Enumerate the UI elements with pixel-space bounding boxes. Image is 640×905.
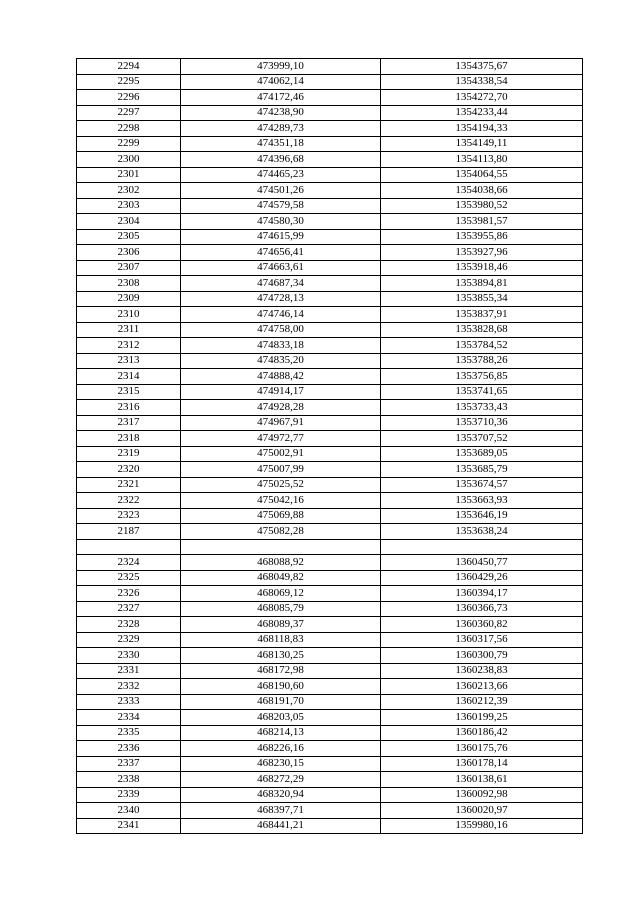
point-number-cell: 2328	[77, 617, 181, 633]
x-coordinate-cell: 468069,12	[181, 586, 381, 602]
table-row	[77, 818, 583, 834]
point-number-cell: 2323	[77, 508, 181, 524]
x-coordinate-cell: 474062,14	[181, 74, 381, 90]
point-number-cell: 2320	[77, 462, 181, 478]
table-row	[77, 725, 583, 741]
table-row	[77, 307, 583, 323]
point-number-cell: 2332	[77, 679, 181, 695]
table-row	[77, 539, 583, 555]
table-row	[77, 260, 583, 276]
x-coordinate-cell: 468190,60	[181, 679, 381, 695]
table-row	[77, 74, 583, 90]
y-coordinate-cell: 1360238,83	[381, 663, 583, 679]
x-coordinate-cell: 468089,37	[181, 617, 381, 633]
table-row	[77, 803, 583, 819]
point-number-cell: 2315	[77, 384, 181, 400]
table-row	[77, 384, 583, 400]
point-number-cell: 2187	[77, 524, 181, 540]
x-coordinate-cell: 474833,18	[181, 338, 381, 354]
coordinates-table	[76, 58, 583, 834]
table-row	[77, 663, 583, 679]
x-coordinate-cell: 474501,26	[181, 183, 381, 199]
table-row	[77, 136, 583, 152]
point-number-cell: 2336	[77, 741, 181, 757]
table-row	[77, 694, 583, 710]
point-number-cell: 2298	[77, 121, 181, 137]
coordinates-table-body	[77, 59, 583, 834]
table-row	[77, 291, 583, 307]
x-coordinate-cell: 475069,88	[181, 508, 381, 524]
table-row	[77, 493, 583, 509]
y-coordinate-cell: 1360360,82	[381, 617, 583, 633]
x-coordinate-cell: 468191,70	[181, 694, 381, 710]
table-row	[77, 617, 583, 633]
point-number-cell: 2309	[77, 291, 181, 307]
x-coordinate-cell: 474656,41	[181, 245, 381, 261]
table-row	[77, 446, 583, 462]
y-coordinate-cell: 1354233,44	[381, 105, 583, 121]
table-row	[77, 167, 583, 183]
point-number-cell: 2321	[77, 477, 181, 493]
table-row	[77, 648, 583, 664]
table-row	[77, 214, 583, 230]
point-number-cell: 2319	[77, 446, 181, 462]
y-coordinate-cell: 1353855,34	[381, 291, 583, 307]
table-row	[77, 400, 583, 416]
point-number-cell: 2331	[77, 663, 181, 679]
y-coordinate-cell: 1354375,67	[381, 59, 583, 75]
point-number-cell: 2316	[77, 400, 181, 416]
y-coordinate-cell: 1354064,55	[381, 167, 583, 183]
point-number-cell: 2305	[77, 229, 181, 245]
table-row	[77, 183, 583, 199]
point-number-cell: 2307	[77, 260, 181, 276]
y-coordinate-cell: 1353894,81	[381, 276, 583, 292]
y-coordinate-cell: 1353837,91	[381, 307, 583, 323]
table-row	[77, 415, 583, 431]
x-coordinate-cell: 468226,16	[181, 741, 381, 757]
point-number-cell: 2339	[77, 787, 181, 803]
x-coordinate-cell: 468085,79	[181, 601, 381, 617]
x-coordinate-cell: 474687,34	[181, 276, 381, 292]
y-coordinate-cell: 1360175,76	[381, 741, 583, 757]
point-number-cell: 2310	[77, 307, 181, 323]
x-coordinate-cell: 474663,61	[181, 260, 381, 276]
y-coordinate-cell: 1360138,61	[381, 772, 583, 788]
y-coordinate-cell: 1353646,19	[381, 508, 583, 524]
y-coordinate-cell: 1353918,46	[381, 260, 583, 276]
point-number-cell: 2299	[77, 136, 181, 152]
y-coordinate-cell: 1353828,68	[381, 322, 583, 338]
y-coordinate-cell: 1354272,70	[381, 90, 583, 106]
x-coordinate-cell: 474579,58	[181, 198, 381, 214]
y-coordinate-cell: 1353788,26	[381, 353, 583, 369]
point-number-cell: 2295	[77, 74, 181, 90]
y-coordinate-cell: 1354038,66	[381, 183, 583, 199]
y-coordinate-cell: 1353980,52	[381, 198, 583, 214]
y-coordinate-cell: 1353784,52	[381, 338, 583, 354]
x-coordinate-cell: 468172,98	[181, 663, 381, 679]
table-row	[77, 524, 583, 540]
point-number-cell: 2318	[77, 431, 181, 447]
x-coordinate-cell: 474972,77	[181, 431, 381, 447]
x-coordinate-cell: 474289,73	[181, 121, 381, 137]
x-coordinate-cell: 474580,30	[181, 214, 381, 230]
table-row	[77, 632, 583, 648]
point-number-cell: 2337	[77, 756, 181, 772]
x-coordinate-cell: 468203,05	[181, 710, 381, 726]
table-row	[77, 121, 583, 137]
y-coordinate-cell: 1360366,73	[381, 601, 583, 617]
table-row	[77, 462, 583, 478]
point-number-cell: 2302	[77, 183, 181, 199]
x-coordinate-cell: 474928,28	[181, 400, 381, 416]
x-coordinate-cell: 474914,17	[181, 384, 381, 400]
x-coordinate-cell: 474728,13	[181, 291, 381, 307]
y-coordinate-cell: 1360300,79	[381, 648, 583, 664]
table-row	[77, 741, 583, 757]
y-coordinate-cell: 1360092,98	[381, 787, 583, 803]
y-coordinate-cell: 1353638,24	[381, 524, 583, 540]
table-row	[77, 555, 583, 571]
x-coordinate-cell: 468214,13	[181, 725, 381, 741]
point-number-cell: 2330	[77, 648, 181, 664]
table-row	[77, 276, 583, 292]
table-row	[77, 369, 583, 385]
y-coordinate-cell: 1360450,77	[381, 555, 583, 571]
y-coordinate-cell: 1360186,42	[381, 725, 583, 741]
table-row	[77, 90, 583, 106]
y-coordinate-cell: 1354149,11	[381, 136, 583, 152]
y-coordinate-cell: 1360020,97	[381, 803, 583, 819]
point-number-cell: 2308	[77, 276, 181, 292]
point-number-cell: 2311	[77, 322, 181, 338]
x-coordinate-cell: 474967,91	[181, 415, 381, 431]
x-coordinate-cell: 468397,71	[181, 803, 381, 819]
point-number-cell: 2314	[77, 369, 181, 385]
point-number-cell: 2340	[77, 803, 181, 819]
y-coordinate-cell: 1353741,65	[381, 384, 583, 400]
point-number-cell: 2306	[77, 245, 181, 261]
x-coordinate-cell: 468230,15	[181, 756, 381, 772]
x-coordinate-cell: 468130,25	[181, 648, 381, 664]
y-coordinate-cell: 1353707,52	[381, 431, 583, 447]
point-number-cell: 2338	[77, 772, 181, 788]
table-row	[77, 601, 583, 617]
x-coordinate-cell: 474615,99	[181, 229, 381, 245]
y-coordinate-cell: 1354113,80	[381, 152, 583, 168]
x-coordinate-cell: 474172,46	[181, 90, 381, 106]
x-coordinate-cell: 474888,42	[181, 369, 381, 385]
y-coordinate-cell: 1360178,14	[381, 756, 583, 772]
y-coordinate-cell: 1360199,25	[381, 710, 583, 726]
point-number-cell: 2301	[77, 167, 181, 183]
point-number-cell: 2327	[77, 601, 181, 617]
table-row	[77, 229, 583, 245]
x-coordinate-cell: 473999,10	[181, 59, 381, 75]
x-coordinate-cell: 468320,94	[181, 787, 381, 803]
y-coordinate-cell: 1353689,05	[381, 446, 583, 462]
x-coordinate-cell: 468049,82	[181, 570, 381, 586]
table-row	[77, 787, 583, 803]
x-coordinate-cell: 475007,99	[181, 462, 381, 478]
table-row	[77, 570, 583, 586]
x-coordinate-cell: 475002,91	[181, 446, 381, 462]
table-row	[77, 431, 583, 447]
y-coordinate-cell: 1353685,79	[381, 462, 583, 478]
x-coordinate-cell: 475082,28	[181, 524, 381, 540]
y-coordinate-cell: 1353674,57	[381, 477, 583, 493]
point-number-cell: 2341	[77, 818, 181, 834]
point-number-cell: 2303	[77, 198, 181, 214]
table-row	[77, 710, 583, 726]
point-number-cell: 2322	[77, 493, 181, 509]
y-coordinate-cell: 1354338,54	[381, 74, 583, 90]
table-row	[77, 338, 583, 354]
point-number-cell: 2324	[77, 555, 181, 571]
y-coordinate-cell: 1353733,43	[381, 400, 583, 416]
table-row	[77, 322, 583, 338]
x-coordinate-cell: 468441,21	[181, 818, 381, 834]
point-number-cell: 2297	[77, 105, 181, 121]
point-number-cell: 2296	[77, 90, 181, 106]
y-coordinate-cell: 1353955,86	[381, 229, 583, 245]
point-number-cell: 2304	[77, 214, 181, 230]
y-coordinate-cell: 1353710,36	[381, 415, 583, 431]
x-coordinate-cell: 474351,18	[181, 136, 381, 152]
x-coordinate-cell: 468272,29	[181, 772, 381, 788]
table-row	[77, 353, 583, 369]
x-coordinate-cell: 474396,68	[181, 152, 381, 168]
y-coordinate-cell: 1360213,66	[381, 679, 583, 695]
x-coordinate-cell: 475042,16	[181, 493, 381, 509]
y-coordinate-cell: 1360317,56	[381, 632, 583, 648]
table-row	[77, 508, 583, 524]
point-number-cell: 2294	[77, 59, 181, 75]
point-number-cell: 2317	[77, 415, 181, 431]
y-coordinate-cell	[381, 539, 583, 555]
table-row	[77, 772, 583, 788]
point-number-cell: 2325	[77, 570, 181, 586]
point-number-cell: 2313	[77, 353, 181, 369]
table-row	[77, 198, 583, 214]
y-coordinate-cell: 1360429,26	[381, 570, 583, 586]
point-number-cell: 2312	[77, 338, 181, 354]
table-row	[77, 245, 583, 261]
x-coordinate-cell: 475025,52	[181, 477, 381, 493]
y-coordinate-cell: 1360212,39	[381, 694, 583, 710]
y-coordinate-cell: 1359980,16	[381, 818, 583, 834]
point-number-cell: 2334	[77, 710, 181, 726]
x-coordinate-cell: 468088,92	[181, 555, 381, 571]
x-coordinate-cell: 474835,20	[181, 353, 381, 369]
y-coordinate-cell: 1353927,96	[381, 245, 583, 261]
x-coordinate-cell: 474465,23	[181, 167, 381, 183]
point-number-cell	[77, 539, 181, 555]
table-row	[77, 152, 583, 168]
y-coordinate-cell: 1360394,17	[381, 586, 583, 602]
y-coordinate-cell: 1353981,57	[381, 214, 583, 230]
table-row	[77, 59, 583, 75]
x-coordinate-cell: 474746,14	[181, 307, 381, 323]
y-coordinate-cell: 1354194,33	[381, 121, 583, 137]
x-coordinate-cell	[181, 539, 381, 555]
point-number-cell: 2335	[77, 725, 181, 741]
y-coordinate-cell: 1353663,93	[381, 493, 583, 509]
point-number-cell: 2300	[77, 152, 181, 168]
table-row	[77, 586, 583, 602]
y-coordinate-cell: 1353756,85	[381, 369, 583, 385]
table-row	[77, 105, 583, 121]
point-number-cell: 2326	[77, 586, 181, 602]
point-number-cell: 2329	[77, 632, 181, 648]
x-coordinate-cell: 474238,90	[181, 105, 381, 121]
x-coordinate-cell: 468118,83	[181, 632, 381, 648]
point-number-cell: 2333	[77, 694, 181, 710]
table-row	[77, 477, 583, 493]
table-row	[77, 756, 583, 772]
x-coordinate-cell: 474758,00	[181, 322, 381, 338]
table-row	[77, 679, 583, 695]
